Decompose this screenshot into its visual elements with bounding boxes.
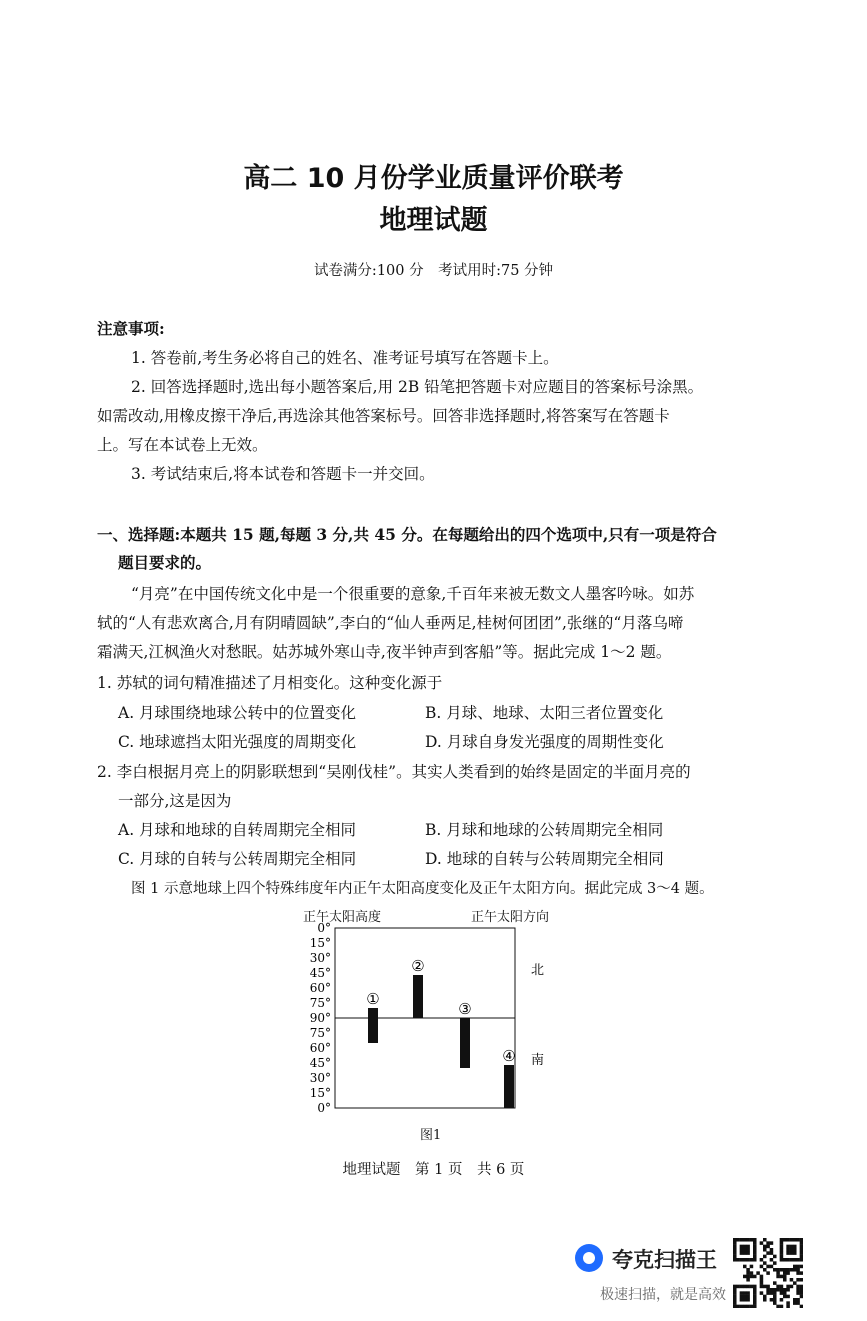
chart-tick-label: 0° <box>317 1101 331 1115</box>
question-2-option-b: B. 月球和地球的公转周期完全相同 <box>425 821 664 839</box>
scanner-logo-icon <box>575 1244 603 1272</box>
exam-subject: 地理试题 <box>379 205 488 236</box>
chart-tick-label: 60° <box>309 981 331 995</box>
chart-bar <box>413 975 423 1018</box>
passage-1-line-1: “月亮”在中国传统文化中是一个很重要的意象,千百年来被无数文人墨客吟咏。如苏 <box>131 585 695 603</box>
question-1-option-b: B. 月球、地球、太阳三者位置变化 <box>425 704 664 722</box>
chart-tick-label: 15° <box>309 1086 331 1100</box>
passage-2: 图 1 示意地球上四个特殊纬度年内正午太阳高度变化及正午太阳方向。据此完成 3～4 题。 <box>131 881 714 897</box>
page-footer: 地理试题 第 1 页 共 6 页 <box>342 1162 525 1178</box>
chart-tick-label: 0° <box>317 921 331 935</box>
chart-direction-south: 南 <box>531 1053 545 1068</box>
exam-title: 高二 10 月份学业质量评价联考 <box>243 163 624 194</box>
question-2-option-c: C. 月球的自转与公转周期完全相同 <box>118 850 357 868</box>
figure-1-chart <box>290 920 560 1120</box>
question-2-stem: 2. 李白根据月亮上的阴影联想到“吴刚伐桂”。其实人类看到的始终是固定的半面月亮的 <box>97 763 691 781</box>
qr-code-icon <box>733 1238 803 1308</box>
chart-tick-label: 45° <box>309 1056 331 1070</box>
notice-item-2-end: 上。写在本试卷上无效。 <box>97 436 268 454</box>
chart-ylabel-right: 正午太阳方向 <box>471 910 550 925</box>
chart-tick-label: 15° <box>309 936 331 950</box>
chart-bar-marker: ① <box>366 990 380 1008</box>
chart-bar-marker: ② <box>411 957 425 975</box>
chart-bar-marker: ③ <box>458 1000 472 1018</box>
question-2-stem-cont: 一部分,这是因为 <box>118 792 232 810</box>
figure-caption: 图1 <box>420 1128 442 1143</box>
notice-item-2-cont: 如需改动,用橡皮擦干净后,再选涂其他答案标号。回答非选择题时,将答案写在答题卡 <box>97 407 670 425</box>
chart-tick-label: 60° <box>309 1041 331 1055</box>
chart-bar <box>504 1065 514 1108</box>
chart-bar-marker: ④ <box>502 1047 516 1065</box>
question-1-option-d: D. 月球自身发光强度的周期性变化 <box>425 733 664 751</box>
chart-tick-label: 75° <box>309 996 331 1010</box>
chart-tick-label: 30° <box>309 1071 331 1085</box>
chart-tick-label: 45° <box>309 966 331 980</box>
section-heading-cont: 题目要求的。 <box>118 553 212 572</box>
scanner-brand: 夸克扫描王 <box>612 1248 717 1272</box>
question-2-option-d: D. 地球的自转与公转周期完全相同 <box>425 850 664 868</box>
notice-item-3: 3. 考试结束后,将本试卷和答题卡一并交回。 <box>131 465 435 483</box>
question-1-option-a: A. 月球围绕地球公转中的位置变化 <box>118 704 357 722</box>
question-2-option-a: A. 月球和地球的自转周期完全相同 <box>118 821 357 839</box>
question-1-stem: 1. 苏轼的词句精准描述了月相变化。这种变化源于 <box>97 674 443 692</box>
chart-tick-label: 75° <box>309 1026 331 1040</box>
notice-item-2: 2. 回答选择题时,选出每小题答案后,用 2B 铅笔把答题卡对应题目的答案标号涂黑。 <box>131 378 704 396</box>
question-1-option-c: C. 地球遮挡太阳光强度的周期变化 <box>118 733 357 751</box>
chart-bar <box>460 1018 470 1068</box>
section-heading: 一、选择题:本题共 15 题,每题 3 分,共 45 分。在每题给出的四个选项中,只有一项是符合 <box>97 525 717 544</box>
notice-item-1: 1. 答卷前,考生务必将自己的姓名、准考证号填写在答题卡上。 <box>131 349 559 367</box>
scanner-slogan: 极速扫描，就是高效 <box>600 1287 726 1303</box>
exam-meta: 试卷满分:100 分 考试用时:75 分钟 <box>313 263 554 279</box>
chart-ylabel: 正午太阳高度 <box>303 910 382 925</box>
chart-tick-label: 30° <box>309 951 331 965</box>
chart-tick-label: 90° <box>309 1011 331 1025</box>
chart-bar <box>368 1008 378 1043</box>
passage-1-line-3: 霜满天,江枫渔火对愁眠。姑苏城外寒山寺,夜半钟声到客船”等。据此完成 1～2 题。 <box>97 643 672 661</box>
notice-heading: 注意事项: <box>97 319 165 338</box>
passage-1-line-2: 轼的“人有悲欢离合,月有阴晴圆缺”,李白的“仙人垂两足,桂树何团团”,张继的“月落乌啼 <box>97 614 684 632</box>
chart-direction-north: 北 <box>531 963 545 978</box>
